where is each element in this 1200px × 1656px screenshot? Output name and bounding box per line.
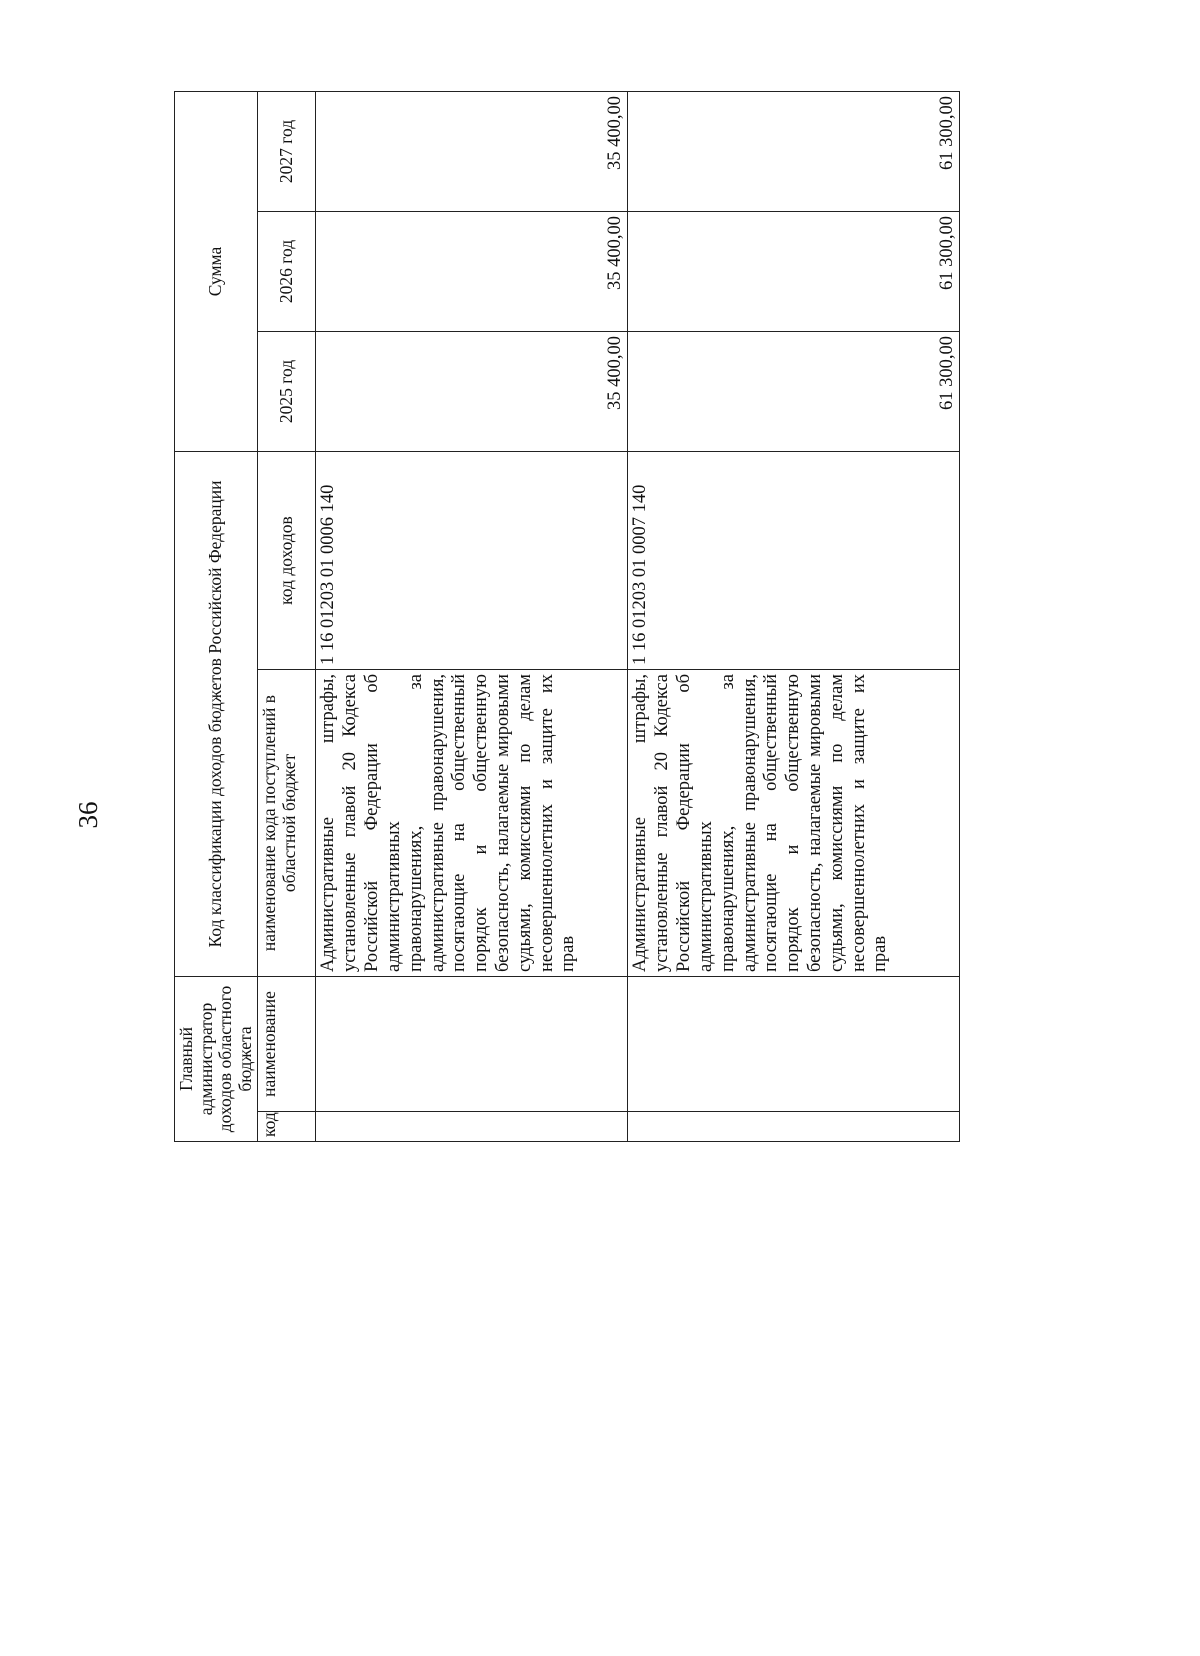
row-1-2027: 35 400,00	[316, 91, 628, 211]
row-2-income-name: Административные штрафы, установленные главой 20 Кодекса Российской Федерации об административных правонарушениях, за административные правонарушения, посягающие на общественный порядок и общественную безопасность, налагаемые мировыми судьями, комиссиями по делам несовершеннолетних и защите их прав	[628, 670, 960, 977]
row-2-income-code: 1 16 01203 01 0007 140	[628, 452, 960, 670]
row-1-income-code: 1 16 01203 01 0006 140	[316, 452, 628, 670]
row-2-2026: 61 300,00	[628, 212, 960, 332]
header-income-name: наименование кода поступлений в областной бюджет	[258, 670, 316, 977]
budget-table-container	[174, 92, 957, 1142]
header-row-1	[175, 91, 258, 1141]
header-code: код	[258, 1112, 316, 1142]
row-2-name	[628, 977, 960, 1112]
header-income-code: код доходов	[258, 452, 316, 670]
page-number: 36	[73, 801, 103, 829]
table-row	[628, 91, 960, 1141]
header-admin-group: Главный администратор доходов областного бюджета	[175, 977, 258, 1142]
header-classification-group: Код классификации доходов бюджетов Российской Федерации	[175, 452, 258, 977]
header-row-2	[258, 91, 316, 1141]
header-sum-group: Сумма	[175, 91, 258, 451]
row-1-code	[316, 1112, 628, 1142]
row-2-2025: 61 300,00	[628, 332, 960, 452]
row-1-name	[316, 977, 628, 1112]
row-1-income-name: Административные штрафы, установленные главой 20 Кодекса Российской Федерации об административных правонарушениях, за административные правонарушения, посягающие на общественный порядок и общественную безопасность, налагаемые мировыми судьями, комиссиями по делам несовершеннолетних и защите их прав	[316, 670, 628, 977]
header-2026: 2026 год	[258, 212, 316, 332]
row-1-2026: 35 400,00	[316, 212, 628, 332]
table-row	[316, 91, 628, 1141]
header-2027: 2027 год	[258, 91, 316, 211]
row-1-2025: 35 400,00	[316, 332, 628, 452]
budget-table	[174, 91, 960, 1142]
row-2-2027: 61 300,00	[628, 91, 960, 211]
budget-table-rotated	[174, 92, 957, 1142]
row-2-code	[628, 1112, 960, 1142]
header-name: наименование	[258, 977, 316, 1112]
header-2025: 2025 год	[258, 332, 316, 452]
